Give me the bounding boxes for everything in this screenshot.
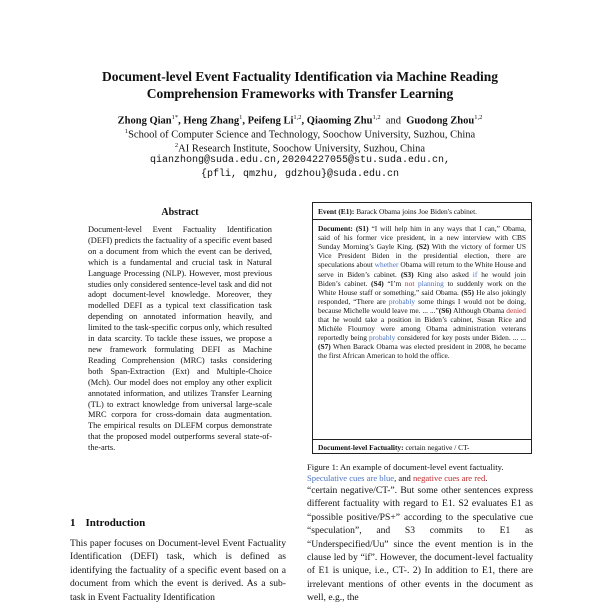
author-separator: , (178, 115, 184, 127)
document-segment: Although Obama (451, 305, 507, 315)
affiliation-1-text: School of Computer Science and Technology, Soochow University, Suzhou, China (128, 129, 476, 141)
sentence-marker: (S5) (461, 287, 474, 297)
speculative-cue: planning (418, 278, 444, 288)
affiliation-2-text: AI Research Institute, Soochow University, Suzhou, China (178, 143, 426, 155)
email-line-1: qianzhong@suda.edu.cn,20204227055@stu.suda.edu.cn, (149, 155, 451, 166)
caption-mid: , and (394, 473, 413, 483)
document-text (318, 224, 526, 360)
document-segment: King also asked (413, 269, 473, 279)
sentence-marker: (S4) (371, 278, 384, 288)
section-title: Introduction (85, 517, 146, 529)
figure-document (313, 220, 531, 362)
section-number: 1 (70, 517, 76, 529)
factuality-value: certain negative / CT- (405, 443, 470, 452)
author-name: Heng Zhang (183, 115, 240, 127)
title-line-1: Document-level Event Factuality Identification via Machine Reading (102, 69, 498, 84)
author-affiliation-mark: 1,2 (372, 114, 381, 121)
document-segment: considered for key posts under Biden. ... ... (395, 333, 526, 343)
document-segment: he would join Biden’s cabinet. (318, 269, 526, 288)
affiliation-1-mark: 1 (124, 128, 129, 135)
author-separator: , (301, 115, 307, 127)
figure-caption (307, 462, 533, 484)
author-separator: , (242, 115, 248, 127)
author-name: Peifeng Li (247, 115, 294, 127)
right-column-text: “certain negative/CT-”. But some other sentences express different factuality with regard to E1. S2 evaluates E1 as “possible positive/PS+” according to the speculative cue “speculation”, and S3 commits to E1 as “Underspecified/Uu” since the event mention is in the clause led by “if”. However, the document-level factuality of E1 is unique, i.e., CT-. 2) In addition to E1, there are irrelevant mentions of other events in the document as well, e.g., the (307, 485, 533, 604)
document-segment: “I’m (383, 278, 405, 288)
caption-speculative: Speculative cues are blue (307, 473, 395, 483)
author-name: Zhong Qian (117, 115, 172, 127)
speculative-cue: whether (374, 260, 399, 270)
abstract-text: Document-level Event Factuality Identification (DEFI) predicts the factuality of a specific event based on a document from which the event can be derived, which is a fundamental and crucial task in Natural Language Processing (NLP). However, most previous studies only considered sentence-level task and did not adopt document-level knowledge. Moreover, they modelled DEFI as a typical text classification task depending on annotated information heavily, and limited to the task-specific corpus only, which resulted in data scarcity. To tackle these issues, we propose a new framework formulating DEFI as Machine Reading Comprehension (MRC) tasks considering both Span-Extraction (Ext) and Multiple-Choice (Mch). Our model does not employ any other explicit annotated information, and utilizes Transfer Learning (TL) to extract knowledge from universal large-scale MRC corpora for cross-domain data augmentation. The empirical results on DLEFM corpus demonstrate that the proposed model outperforms several state-of-the-arts. (88, 225, 272, 453)
caption-end: . (485, 473, 488, 483)
speculative-cue: probably (388, 296, 416, 306)
author-name: Qiaoming Zhu (306, 115, 373, 127)
negative-cue: not (404, 278, 415, 288)
sentence-marker: (S6) (438, 305, 452, 315)
sentence-marker: (S3) (400, 269, 414, 279)
figure-1-box (312, 202, 532, 454)
author-separator: and (380, 115, 407, 127)
document-segment: to suddenly work on the White House staff or something,” said Obama. (318, 278, 526, 297)
caption-prefix: Figure 1: An example of document-level event factuality. (307, 462, 504, 472)
event-text: Barack Obama joins Joe Biden's cabinet. (356, 207, 477, 216)
document-segment: When Barack Obama was elected president in 2008, he became the first African American to hold the office. (318, 342, 526, 361)
sentence-marker: (S2) (416, 242, 430, 252)
introduction-text: This paper focuses on Document-level Event Factuality Identification (DEFI) task, which is defined as identifying the factuality of a specific event based on a document from which the event is derived. As a sub-task in Event Factuality Identification (70, 538, 286, 603)
author-affiliation-mark: 1 (239, 114, 243, 121)
email-line-2: {pfli, qmzhu, gdzhou}@suda.edu.cn (200, 169, 400, 180)
document-segment: some things I would not be doing, because Michelle would leave me. ... ...” (318, 296, 526, 315)
author-name: Guodong Zhou (406, 115, 475, 127)
document-segment: “I will help him in any ways that I can,” Obama, said of his former vice president, in a new interview with CBS Sunday Morning’s Gayle King. (318, 224, 526, 252)
affiliation-2-mark: 2 (174, 142, 179, 149)
factuality-label: Document-level Factuality: (318, 443, 404, 452)
abstract-heading: Abstract (161, 207, 199, 218)
figure-event-row (313, 203, 531, 220)
document-segment: He also jokingly responded, “There are (318, 287, 527, 306)
caption-negative: negative cues are red (412, 473, 486, 483)
sentence-marker: (S1) (355, 224, 369, 234)
paper-title (40, 68, 560, 102)
author-affiliation-mark: 1* (171, 114, 179, 121)
negative-cue: denied (506, 305, 526, 315)
title-line-2: Comprehension Frameworks with Transfer Learning (146, 86, 454, 101)
document-segment: that he would take a position in Biden’s cabinet, Susan Rice and Michèle Flournoy were among Obama administration veterans reportedly being (318, 315, 526, 343)
speculative-cue: if (472, 269, 478, 279)
author-affiliation-mark: 1,2 (474, 114, 483, 121)
document-segment: With the victory of former US Vice President Biden in the presidential election, there are speculations about (318, 242, 527, 270)
document-label: Document: (318, 224, 353, 234)
document-segment: Obama will return to the White House and serve in Biden’s cabinet. (318, 260, 526, 279)
event-label: Event (E1): (318, 207, 355, 216)
author-affiliation-mark: 1,2 (293, 114, 302, 121)
speculative-cue: probably (369, 333, 396, 343)
section-heading (70, 517, 145, 529)
figure-factuality-row (313, 439, 531, 452)
sentence-marker: (S7) (318, 342, 331, 352)
